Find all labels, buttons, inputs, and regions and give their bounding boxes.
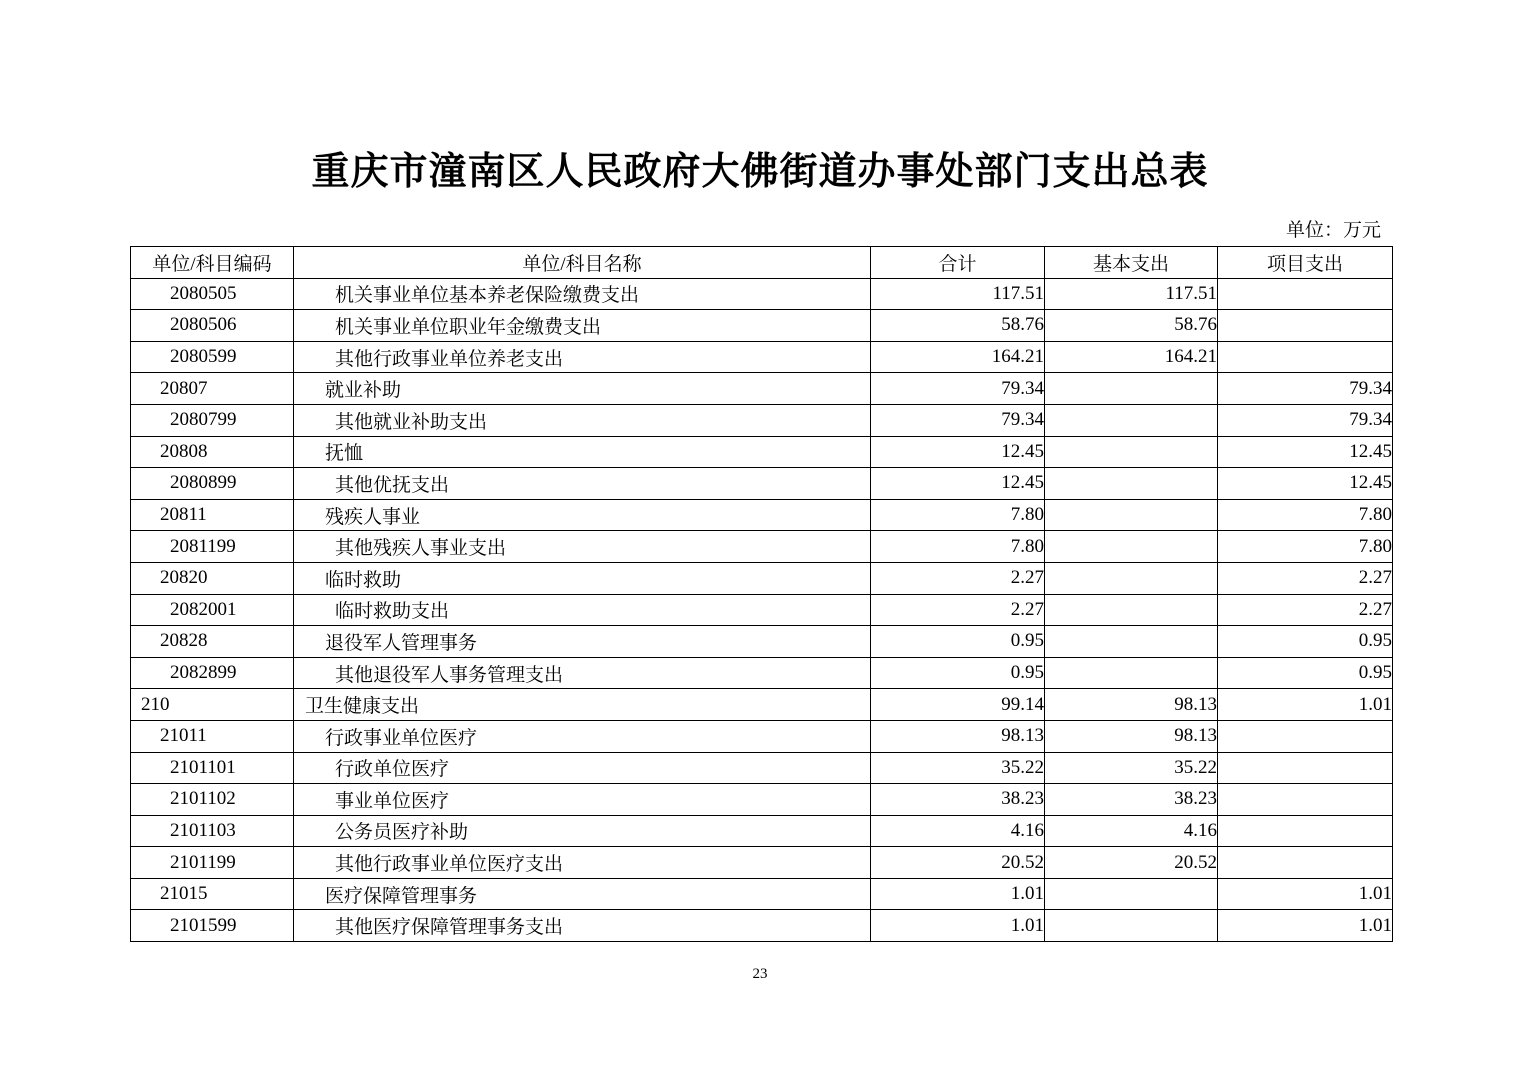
table-row	[131, 278, 1393, 310]
cell-code: 2101101	[131, 752, 294, 784]
cell-project: 7.80	[1218, 499, 1393, 531]
header-total: 合计	[871, 247, 1045, 279]
cell-basic: 164.21	[1045, 341, 1218, 373]
cell-code: 2101103	[131, 815, 294, 847]
cell-basic: 35.22	[1045, 752, 1218, 784]
cell-code: 2080899	[131, 468, 294, 500]
cell-basic	[1045, 626, 1218, 658]
cell-name: 其他退役军人事务管理支出	[294, 657, 871, 689]
page-title: 重庆市潼南区人民政府大佛街道办事处部门支出总表	[311, 149, 1209, 193]
cell-total: 7.80	[871, 531, 1045, 563]
cell-basic: 38.23	[1045, 784, 1218, 816]
cell-total: 35.22	[871, 752, 1045, 784]
cell-name: 残疾人事业	[294, 499, 871, 531]
cell-total: 12.45	[871, 468, 1045, 500]
cell-total: 98.13	[871, 720, 1045, 752]
table-row	[131, 341, 1393, 373]
cell-total: 0.95	[871, 657, 1045, 689]
cell-code: 20808	[131, 436, 294, 468]
cell-basic: 20.52	[1045, 847, 1218, 879]
cell-project: 1.01	[1218, 878, 1393, 910]
cell-name: 卫生健康支出	[294, 689, 871, 721]
cell-project: 1.01	[1218, 689, 1393, 721]
cell-name: 其他行政事业单位养老支出	[294, 341, 871, 373]
table-row	[131, 847, 1393, 879]
table-row	[131, 657, 1393, 689]
cell-project	[1218, 815, 1393, 847]
cell-name: 临时救助	[294, 562, 871, 594]
unit-label: 单位：万元	[1285, 220, 1381, 241]
table-row	[131, 531, 1393, 563]
cell-code: 20820	[131, 562, 294, 594]
cell-project: 79.34	[1218, 404, 1393, 436]
cell-name: 医疗保障管理事务	[294, 878, 871, 910]
cell-basic	[1045, 531, 1218, 563]
table-header-row	[131, 247, 1393, 279]
expense-table	[130, 246, 1393, 942]
cell-basic	[1045, 562, 1218, 594]
table-row	[131, 784, 1393, 816]
cell-project	[1218, 341, 1393, 373]
cell-code: 2081199	[131, 531, 294, 563]
header-code: 单位/科目编码	[131, 247, 294, 279]
cell-name: 其他残疾人事业支出	[294, 531, 871, 563]
cell-project: 1.01	[1218, 910, 1393, 942]
cell-name: 就业补助	[294, 373, 871, 405]
cell-total: 2.27	[871, 594, 1045, 626]
cell-code: 20811	[131, 499, 294, 531]
page-number: 23	[752, 966, 768, 982]
table-body	[131, 278, 1393, 941]
cell-project: 0.95	[1218, 657, 1393, 689]
cell-code: 2101102	[131, 784, 294, 816]
cell-project	[1218, 784, 1393, 816]
cell-code: 2101199	[131, 847, 294, 879]
cell-name: 临时救助支出	[294, 594, 871, 626]
header-basic: 基本支出	[1045, 247, 1218, 279]
cell-project: 12.45	[1218, 436, 1393, 468]
cell-code: 2082899	[131, 657, 294, 689]
table-row	[131, 436, 1393, 468]
cell-code: 2080505	[131, 278, 294, 310]
cell-basic: 117.51	[1045, 278, 1218, 310]
cell-name: 事业单位医疗	[294, 784, 871, 816]
cell-basic	[1045, 594, 1218, 626]
cell-basic	[1045, 910, 1218, 942]
table-row	[131, 404, 1393, 436]
cell-code: 20828	[131, 626, 294, 658]
cell-total: 0.95	[871, 626, 1045, 658]
cell-total: 20.52	[871, 847, 1045, 879]
cell-project: 0.95	[1218, 626, 1393, 658]
table-row	[131, 468, 1393, 500]
cell-code: 2082001	[131, 594, 294, 626]
cell-total: 7.80	[871, 499, 1045, 531]
cell-basic	[1045, 404, 1218, 436]
cell-name: 机关事业单位职业年金缴费支出	[294, 310, 871, 342]
table-row	[131, 815, 1393, 847]
cell-name: 其他医疗保障管理事务支出	[294, 910, 871, 942]
cell-project: 12.45	[1218, 468, 1393, 500]
cell-project: 2.27	[1218, 562, 1393, 594]
cell-project: 7.80	[1218, 531, 1393, 563]
cell-project	[1218, 310, 1393, 342]
cell-project	[1218, 278, 1393, 310]
cell-total: 2.27	[871, 562, 1045, 594]
cell-name: 公务员医疗补助	[294, 815, 871, 847]
cell-code: 21015	[131, 878, 294, 910]
header-name: 单位/科目名称	[294, 247, 871, 279]
cell-code: 20807	[131, 373, 294, 405]
cell-basic	[1045, 436, 1218, 468]
table-row	[131, 878, 1393, 910]
cell-total: 79.34	[871, 404, 1045, 436]
table-row	[131, 310, 1393, 342]
header-project: 项目支出	[1218, 247, 1393, 279]
cell-total: 79.34	[871, 373, 1045, 405]
cell-project	[1218, 720, 1393, 752]
cell-project	[1218, 847, 1393, 879]
cell-total: 99.14	[871, 689, 1045, 721]
cell-basic: 98.13	[1045, 689, 1218, 721]
table-row	[131, 910, 1393, 942]
cell-basic: 98.13	[1045, 720, 1218, 752]
cell-total: 117.51	[871, 278, 1045, 310]
cell-total: 164.21	[871, 341, 1045, 373]
cell-basic: 58.76	[1045, 310, 1218, 342]
cell-total: 1.01	[871, 910, 1045, 942]
cell-basic	[1045, 373, 1218, 405]
cell-code: 2101599	[131, 910, 294, 942]
cell-name: 其他就业补助支出	[294, 404, 871, 436]
table-row	[131, 689, 1393, 721]
cell-total: 38.23	[871, 784, 1045, 816]
cell-project	[1218, 752, 1393, 784]
cell-basic	[1045, 878, 1218, 910]
table-row	[131, 752, 1393, 784]
cell-basic	[1045, 468, 1218, 500]
cell-basic	[1045, 657, 1218, 689]
cell-total: 4.16	[871, 815, 1045, 847]
cell-name: 抚恤	[294, 436, 871, 468]
cell-basic	[1045, 499, 1218, 531]
table-row	[131, 562, 1393, 594]
cell-name: 行政事业单位医疗	[294, 720, 871, 752]
cell-total: 1.01	[871, 878, 1045, 910]
cell-code: 21011	[131, 720, 294, 752]
cell-name: 其他优抚支出	[294, 468, 871, 500]
cell-project: 2.27	[1218, 594, 1393, 626]
cell-code: 2080506	[131, 310, 294, 342]
cell-basic: 4.16	[1045, 815, 1218, 847]
cell-code: 210	[131, 689, 294, 721]
table-row	[131, 499, 1393, 531]
cell-project: 79.34	[1218, 373, 1393, 405]
cell-name: 机关事业单位基本养老保险缴费支出	[294, 278, 871, 310]
table-row	[131, 720, 1393, 752]
cell-total: 58.76	[871, 310, 1045, 342]
cell-total: 12.45	[871, 436, 1045, 468]
cell-code: 2080599	[131, 341, 294, 373]
cell-code: 2080799	[131, 404, 294, 436]
table-row	[131, 373, 1393, 405]
table-row	[131, 626, 1393, 658]
cell-name: 行政单位医疗	[294, 752, 871, 784]
table-row	[131, 594, 1393, 626]
cell-name: 退役军人管理事务	[294, 626, 871, 658]
cell-name: 其他行政事业单位医疗支出	[294, 847, 871, 879]
